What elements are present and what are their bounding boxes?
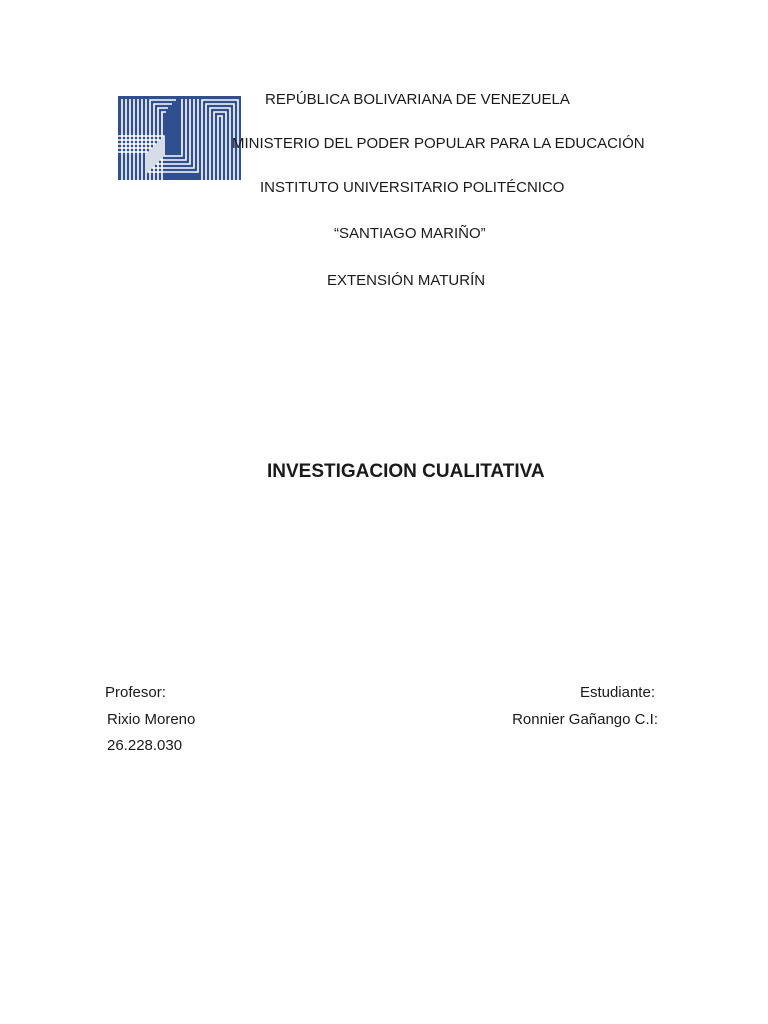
- header-extension: EXTENSIÓN MATURÍN: [327, 272, 486, 289]
- document-title: INVESTIGACION CUALITATIVA: [267, 461, 545, 482]
- professor-label: Profesor:: [105, 684, 166, 701]
- professor-name: Rixio Moreno: [107, 711, 196, 728]
- professor-id: 26.228.030: [107, 737, 183, 754]
- iutsm-institute-logo-icon: [118, 96, 241, 180]
- student-name: Ronnier Gañango C.I:: [512, 711, 658, 728]
- header-ministry: MINISTERIO DEL PODER POPULAR PARA LA EDUCACIÓN: [232, 135, 645, 152]
- student-label: Estudiante:: [579, 684, 655, 701]
- header-country: REPÚBLICA BOLIVARIANA DE VENEZUELA: [265, 91, 570, 108]
- header-institute: INSTITUTO UNIVERSITARIO POLITÉCNICO: [260, 179, 565, 196]
- header-institute-name: “SANTIAGO MARIÑO”: [334, 225, 486, 242]
